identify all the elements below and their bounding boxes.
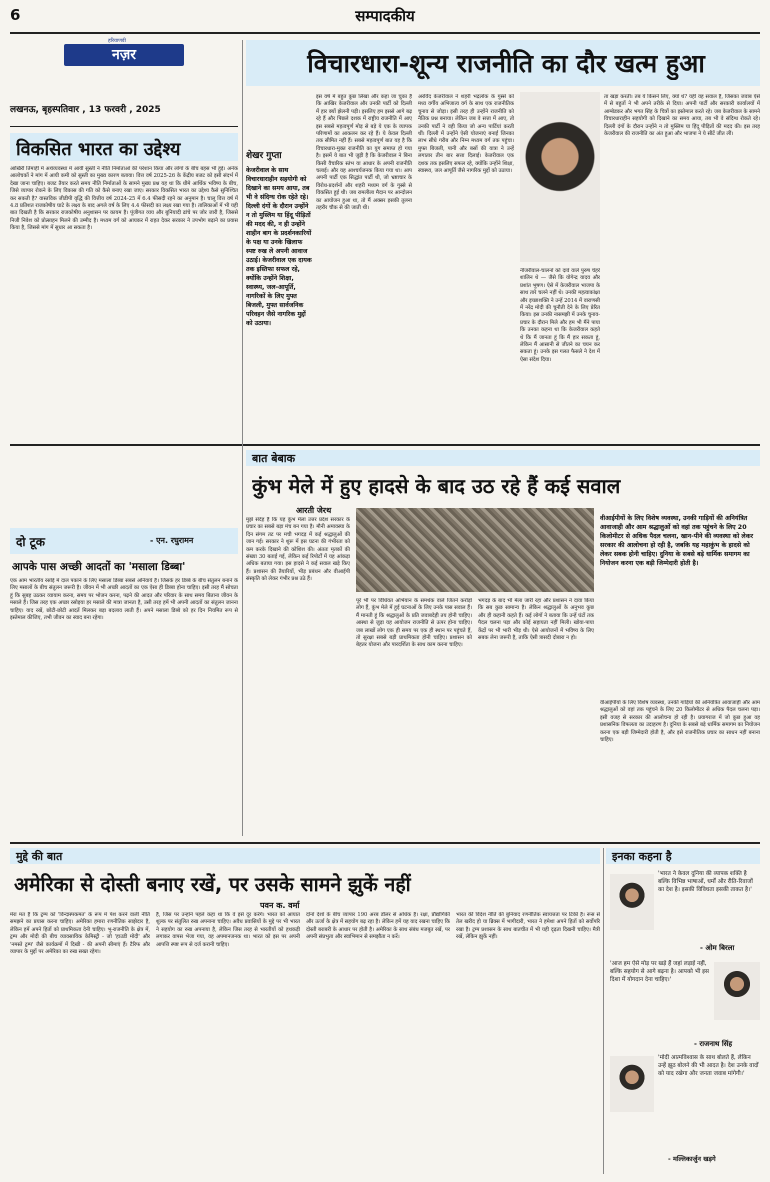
- edit1-title: विकसित भारत का उद्देश्य: [16, 139, 181, 160]
- do-took-label: दो टूक: [16, 535, 45, 549]
- inka-quote-2: 'आज हम ऐसे मोड़ पर खड़े हैं जहां लड़ाई नहीं, बल्कि सहयोग से आगे बढ़ना है। आपको भी इस दिशा में योगदान देना चाहिए।': [610, 961, 709, 983]
- usa-col-3: दोनों देशों के बीच व्यापार 190 अरब डॉलर से अधिक है। रक्षा, प्रौद्योगिकी और ऊर्जा के क्षेत्र में सहयोग बढ़ रहा है। लेकिन हमें यह याद रखना चाहिए कि दोस्ती बराबरी के आधार पर होती है। अमेरिका के साथ संबंध मजबूत रखें, पर अपनी संप्रभुता और स्वाभिमान से समझौता न करें।: [306, 912, 450, 941]
- kumbh-label: बात बेबाक: [252, 452, 296, 465]
- edit1-body: आखिरी तिमाही में अर्थव्यवस्था में आयी सुस्ती ने नीति निर्माताओं की परेशान किया और लोगों के बीच बहस भी हुई। अनेक आलोचकों ने मांग में आयी कमी को सुस्ती का मुख्य कारण बताया। वित्त वर्ष 2025-26 के केंद्रीय बजट को इसी संदर्भ में देखा जाना चाहिए। बजट तैयार करते समय नीति निर्माताओं के सामने मुख्य प्रश्न यह था कि धीमे आर्थिक भविष्य के बीच, जिसे व्यापार रोकने के लिए विकास की गति को कैसे बनाए रखा जाए। सरकार विकसित भारत का उद्देश्य कैसे सुनिश्चित कर सकती है? वास्तविक जीडीपी वृद्धि की वित्तीय वर्ष 2024-25 में 6.4 फीसदी रहने का अनुमान है। चालू वित्त वर्ष में 4.8 प्रतिशत राजकोषीय घाटे के लक्ष्य के बाद अगले वर्ष के लिए 4.4 फीसदी का लक्ष्य रखा गया है। तालिकाओं में भी यही बात दिखती है कि सरकार राजकोषीय अनुशासन पर कायम है। पूंजीगत व्यय और बुनियादी ढांचे पर जोर जारी है, जिससे निजी निवेश को प्रोत्साहन मिलने की उम्मीद है। मध्यम वर्ग को आयकर में राहत देकर सरकार ने उपभोग बढ़ाने का प्रयास किया है, जिससे मांग में सुधार आ सकता है।: [10, 166, 238, 232]
- kharge-photo: [610, 1056, 654, 1112]
- kejriwal-photo: [520, 92, 600, 262]
- usa-col-4: भारत की विदेश नीति की बुनियाद रणनीतिक स्वायत्तता पर टिकी है। रूस से तेल खरीद हो या ब्रिक्स में भागीदारी, भारत ने हमेशा अपने हितों को सर्वोपरि रखा है। ट्रम्प प्रशासन के साथ बातचीत में भी यही दृढ़ता दिखनी चाहिए। मैत्री रखें, लेकिन झुकें नहीं।: [456, 912, 600, 941]
- usa-title: अमेरिका से दोस्ती बनाए रखें, पर उसके सामने झुकें नहीं: [14, 873, 411, 896]
- do-took-title: आपके पास अच्छी आदतों का 'मसाला डिब्बा': [12, 561, 186, 573]
- col-divider-right: [603, 848, 604, 1174]
- lead-author: शेखर गुप्ता: [246, 151, 282, 161]
- date-line: लखनऊ, बृहस्पतिवार , 13 फरवरी , 2025: [10, 105, 161, 115]
- lead-col-1: इस वर्ष में बहुत कुछ लिखा और कहा जा चुका है कि आखिर केजरीवाल और उनकी पार्टी को दिल्ली में हार क्यों झेलनी पड़ी। इसलिए हम इससे आगे बढ़ रहे हैं और पिछले दशक में राष्ट्रीय राजनीति में आए इस सबसे महत्वपूर्ण मोड़ से बड़े ये एक के व्यापक परिणामों का आकलन कर रहे हैं। ये केवल दिल्ली तक सीमित नहीं हैं। सबसे महत्वपूर्ण बात यह है कि विचारधारा-मुक्त राजनीति का युग समाप्त हो गया है। इसमें ये बात भी जुड़ी है कि केजरीवाल ने बिना किसी वैचारिक स्तंभ या आधार के अपनी राजनीति चलाई। और यह आश्चर्यजनक किया गया था। आप अपनी पार्टी एक सिद्धांत पार्टी थी, जो भ्रष्टाचार के विरोध-प्रदर्शनों और शहरी मध्यम वर्ग के गुस्से से विकसित हुई थी। जब रामलीला मैदान पर आन्दोलन का आयोजन हुआ था, तो मैं अक्सर इसकी तुलना तहरीर चौक से की जाती थी।: [316, 94, 412, 212]
- usa-col-1: मेरा मत है कि ट्रम्प को 'विन्दास्पकमत' के रूप में पेश करने वाली नीति समझने का प्रयास करना चाहिए। अमेरिका हमारा रणनीतिक साझेदार है, लेकिन हमें अपने हितों को प्राथमिकता देनी चाहिए। भू-राजनीति के क्षेत्र में, ट्रम्प और मोदी की बीच व्यावसायिक केमिस्ट्री - जो 'हाउडी मोदी' और 'नमस्ते ट्रम्प' जैसे कार्यक्रमों में दिखी - की अपनी सीमाएं हैं। टैरिफ और व्यापार के मुद्दों पर अमेरिका का रुख सख्त रहेगा।: [10, 912, 150, 956]
- inka-author-3: - मल्लिकार्जुन खड़गे: [668, 1155, 716, 1163]
- do-took-author: - एन. रघुरामन: [150, 536, 194, 545]
- do-took-body: एक आम भारतीय रसोई में दाल पकाने के लिए मसाला डिब्बा सबसे अनिवार्य है। जिसके हर डिब्बे के बीच संतुलन बनाने के लिए मसालों के बीच संतुलन जरूरी है। जीवन में भी अच्छी आदतों का एक ऐसा ही डिब्बा होना चाहिए। इसी तरह मैं सोचता हूं कि सुबह उठकर व्यायाम करना, समय पर भोजन करना, पढ़ने की आदत और परिवार के साथ समय बिताना जीवन के मसाले हैं। जिस तरह एक अच्छा रसोइया हर मसाले की मात्रा जानता है, उसी तरह हमें भी अपनी आदतों का संतुलन जानना चाहिए। याद रखें, छोटी-छोटी आदतें मिलकर बड़ा बदलाव लाती हैं। अपने मसाला डिब्बे को हर दिन नियमित रूप से इस्तेमाल कीजिए, तभी जीवन का स्वाद बना रहेगा।: [10, 578, 238, 622]
- inka-author-2: - राजनाथ सिंह: [694, 1040, 733, 1048]
- lead-col-2: अरविंद केजरीवाल ने शहरी भद्रलोक के गुस्से को मध्य वर्गीय अभिजात्य वर्ग के साथ एक राजनीतिक चुनाव से जोड़ा। इसी तरह ही उन्होंने राजनीति को नैतिक प्रश्न बनाया। लेकिन जब वे सत्ता में आए, तो उनकी पार्टी ने वही किया जो अन्य पार्टियां करती थीं। दिल्ली में उन्होंने ऐसी योजनाएं बनाईं जिनका लाभ सीधे गरीब और निम्न मध्यम वर्ग तक पहुंचा। मुफ्त बिजली, पानी और बसों की यात्रा ने उन्हें लगातार तीन बार सत्ता दिलाई। केजरीवाल एक दशक तक इसलिए सफल रहे, क्योंकि उन्होंने शिक्षा, स्वास्थ्य, जल आपूर्ति जैसे नागरिक मुद्दों को उठाया।: [418, 94, 514, 175]
- col-divider-left: [242, 40, 243, 836]
- page-number: 6: [10, 6, 21, 24]
- lead-pullquote: केजरीवाल के साथ विचारधाराहीन सहयोगी को दिखाने का समय आया, तब भी वे संदिग्ध रोक रहेते रहे। दिल्ली दंगों के दौरान उन्होंने न तो मुस्लिम या हिंदू पीड़ितों की मदद की, न ही उन्होंने शाहीन बाग के प्रदर्शनकारियों के पक्ष या उनके खिलाफ स्पष्ट रुख ले अपनी आवाज उठाई। केजरीवाल एक दायक तक इस्तिफा सफल रहे, क्योंकि उन्होंने शिक्षा, स्वास्थ्य, जल-आपूर्ति, नागरिकों के लिए मुफ्त बिजली, मुफ्त सार्वजनिक परिवहन जैसे नागरिक मुद्दों को उठाया।: [246, 167, 312, 327]
- kumbh-col-1: मुझे संदेह है कि यह कुंभ मेला उत्तर प्रदेश सरकार के प्रचार का सबसे बड़ा मंच बन गया है। मौनी अमावस्या के दिन संगम तट पर मची भगदड़ में कई श्रद्धालुओं की जान गई। सरकार ने शुरू में इस घटना की गंभीरता को कम करके दिखाने की कोशिश की। अंततः मृतकों की संख्या 30 बताई गई, लेकिन कई रिपोर्टों में यह आंकड़ा अधिक बताया गया। इस हादसे ने कई सवाल खड़े किए हैं। प्रशासन की तैयारियों, भीड़ प्रबंधन और वीआईपी संस्कृति को लेकर गंभीर प्रश्न उठे हैं।: [246, 517, 350, 583]
- logo-small: हरियाणवी: [108, 38, 126, 44]
- usa-author: पवन क. वर्मा: [260, 901, 300, 910]
- section-rule-2: [10, 842, 760, 844]
- lead-col-4: ता खड़ा करती। तब ये किसने लिए, क्यों थे? यही वह सवाल है, जिसका जवाब ऐसे में से बहुतों ने भी अपने तरीके से दिया। अपनी पार्टी और सरकारी कार्यालयों में आम्बेडकर और भगत सिंह के चित्रों का इस्तेमाल करते रहे। जब केजरीवाल के सामने विचारधाराहीन सहयोगी को दिखाने का समय आया, तब भी वे संदिग्ध रोकते रहे। दिल्ली दंगों के दौरान उन्होंने न तो मुस्लिम या हिंदू पीड़ितों की मदद की। इस तरह केजरीवाल की राजनीति का अंत हुआ और भाजपा ने ये सीटें जीत लीं।: [604, 94, 760, 138]
- usa-col-2: हैं, जिस पर उन्होंने पहले कहा था कि वे इसे दूर करेंगे। भारत को आयात शुल्क पर संतुलित रुख अपनाना चाहिए। अवैध प्रवासियों के मुद्दे पर भी भारत ने सहयोग का रुख अपनाया है, लेकिन जिस तरह से भारतीयों को हथकड़ी लगाकर वापस भेजा गया, वह अपमानजनक था। भारत को इस पर अपनी आपत्ति स्पष्ट रूप से दर्ज करानी चाहिए।: [156, 912, 300, 948]
- kumbh-col-3: भगदड़ के बाद भी मेला जारी रहा और प्रशासन ने दावा किया कि सब कुछ सामान्य है। लेकिन श्रद्धालुओं के अनुभव कुछ और ही कहानी कहते हैं। कई लोगों ने बताया कि उन्हें घंटों तक पैदल चलना पड़ा और कोई सहायता नहीं मिली। खोया-पाया केंद्रों पर भी भारी भीड़ थी। ऐसे आयोजनों में भविष्य के लिए सबक लेना जरूरी है, ताकि ऐसी त्रासदी दोबारा न हो।: [478, 598, 594, 642]
- section-rule-1: [10, 444, 760, 446]
- kumbh-title: कुंभ मेले में हुए हादसे के बाद उठ रहे हैं कई सवाल: [252, 474, 621, 498]
- kumbh-quote: वीआईपीयों के लिए विशेष व्यवस्था, उनकी गाड़ियों की अनियंत्रित आवाजाही और आम श्रद्धालुओं को वहां तक पहुंचने के लिए 20 किलोमीटर से अधिक पैदल चलना, खान-पीने की व्यवस्था को लेकर सरकार की आलोचना हो रही है, जबकि यह महाकुंभ के हादसे को लेकर सबक होनी चाहिए। दुनिया के सबसे बड़े धार्मिक समागम का नियोजन करना एक बड़ी जिम्मेदारी होती है।: [600, 515, 754, 567]
- kumbh-col-4: वीआईपीयों के लिए विशेष व्यवस्था, उनकी गाड़ियों की अनियंत्रित आवाजाही और आम श्रद्धालुओं को वहां तक पहुंचने के लिए 20 किलोमीटर से अधिक पैदल चलना पड़ा। इसी वजह से सरकार की आलोचना हो रही है। प्रयागराज में जो कुछ हुआ वह प्रशासनिक विफलता का उदाहरण है। दुनिया के सबसे बड़े धार्मिक समागम का नियोजन करना एक बड़ी जिम्मेदारी होती है, और इसे राजनीतिक प्रचार का साधन नहीं बनाना चाहिए।: [600, 700, 760, 744]
- kumbh-label-band: [246, 450, 760, 466]
- header-rule: [10, 32, 760, 34]
- kumbh-author: आरती जेरथ: [296, 506, 332, 515]
- usa-label-band: [10, 848, 600, 864]
- usa-label: मुद्दे की बात: [16, 850, 63, 863]
- mast-rule: [10, 126, 238, 127]
- om-birla-photo: [610, 874, 654, 930]
- inka-label: इनका कहना है: [612, 850, 672, 863]
- lead-title: विचारधारा-शून्य राजनीति का दौर खत्म हुआ: [307, 49, 705, 78]
- inka-author-1: - ओम बिरला: [700, 944, 735, 952]
- masthead-logo: नज़र: [64, 44, 184, 66]
- inka-quote-3: 'मोदी आत्मविश्वास के साथ बोलते हैं, लेकिन उन्हें झूठ बोलने की भी आदत है। देश उनके वादों को याद रखेगा और जनता जवाब मांगेगी।': [658, 1055, 759, 1077]
- kumbh-photo: [356, 508, 594, 592]
- spacer: [246, 94, 250, 98]
- inka-quote-1: 'भारत ने केवल दुनिया की व्यापक शक्ति है बल्कि विभिन्न भाषाओं, धर्मों और रीति-रिवाजों का देश है। इसकी विविधता इसकी ताकत है।': [658, 871, 753, 893]
- kumbh-col-2: पूरे भी पर विधिवत अभियान के समर्थक वाले जितने करोड़ों लोग हैं, कुंभ मेले में हुई घटनाओं के लिए उनके पास सवाल हैं। मैं मानती हूं कि श्रद्धालुओं के प्रति जवाबदेही तय होनी चाहिए। आस्था से जुड़ा यह आयोजन राजनीति से ऊपर होना चाहिए। जब लाखों लोग एक ही समय पर एक ही स्थान पर पहुंचते हैं, तो सुरक्षा सबसे बड़ी प्राथमिकता होनी चाहिए। प्रशासन को बेहतर योजना और पारदर्शिता के साथ काम करना चाहिए।: [356, 598, 472, 649]
- section-heading: सम्पादकीय: [355, 7, 415, 25]
- masthead: [10, 40, 238, 125]
- lead-col-3: नीजरीवाल-चालनों को दावे वाले पुरुष चेहरे शालिन थे — जैसे कि योगेन्द्र यादव और प्रशांत भूषण। ऐसे में केजरीवाल भाजपा के साथ तारे चलने नहीं थे। उनकी महत्वाकांक्षा और इच्छाशक्ति ने उन्हें 2014 में वाराणसी में नरेंद्र मोदी की चुनौती देने के लिए प्रेरित किया। इस उनकी नासमझी में उनके चुनाव-प्रचार के दौरान मिले और हम भी मैंने पाया कि उनका कहना था कि केजरीवाल कहते थे कि मैं जानता हूं कि मैं हार सकता हूं, लेकिन मैं आसानी से जीतने का चयन कर सकता हूं। उनके इस गलत फैसले ने देश में ऐसा संदेश दिया।: [520, 268, 600, 363]
- rajnath-photo: [714, 962, 760, 1020]
